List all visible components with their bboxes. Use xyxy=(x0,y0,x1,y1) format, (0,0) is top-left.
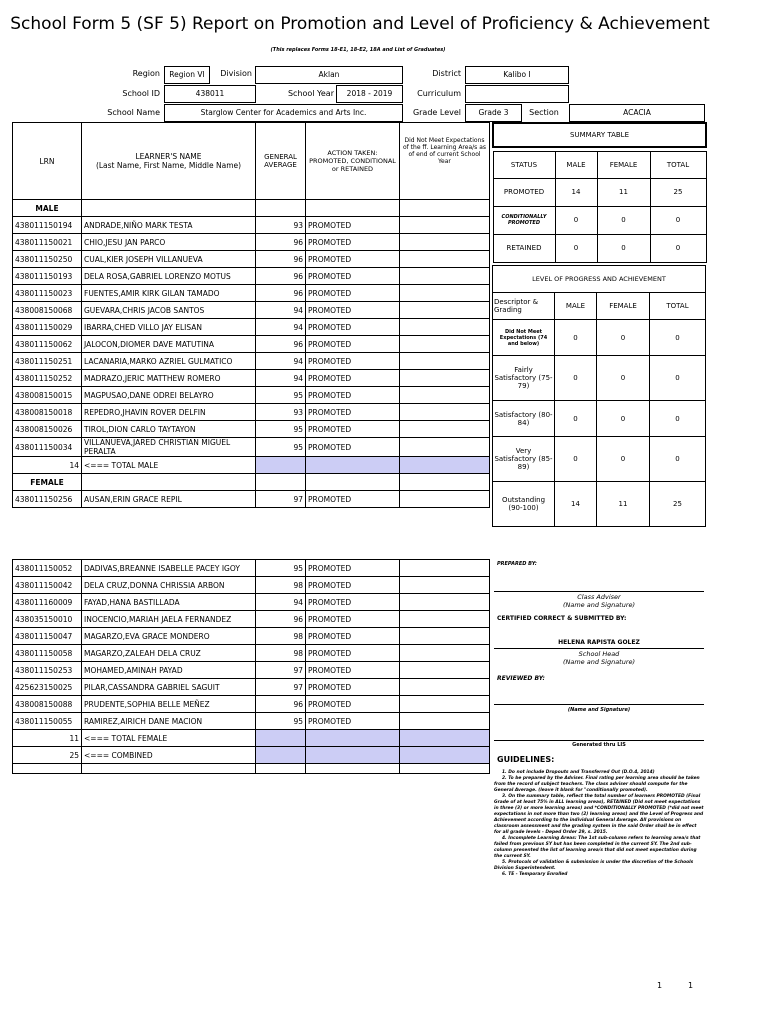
table-row xyxy=(13,319,490,336)
average-cell: 98 xyxy=(256,628,306,645)
grade-level-label: Grade Level xyxy=(412,108,461,117)
curriculum-label: Curriculum xyxy=(417,89,461,98)
lrn-cell: 438011150052 xyxy=(13,560,82,577)
name-cell: FUENTES,AMIR KIRK GILAN TAMADO xyxy=(82,285,256,302)
head-signature-line xyxy=(494,648,704,649)
descriptor-cell: Very Satisfactory (85-89) xyxy=(493,437,555,482)
guideline-item: 3. On the summary table, reflect the total number of learners PROMOTED (Final Grade of at least 75% in ALL learning areas), RETAINED (Did not meet expectations in three (3) or more learning areas) and *CONDITIONALLY PROMOTED (*did not meet expectations in not more than two (2) learning areas) and the Level of Progress and Achievement according to the individual General Average. All provisions on classroom assessment and the grading system in the said Order shall be in effect for all grade levels - Deped Order 29, s. 2015. xyxy=(494,794,704,835)
lrn-cell: 438008150088 xyxy=(13,696,82,713)
action-cell: PROMOTED xyxy=(306,577,400,594)
total-count: 0 xyxy=(650,234,706,262)
combined-count: 25 xyxy=(13,747,82,764)
average-cell: 95 xyxy=(256,713,306,730)
progress-table xyxy=(492,265,706,527)
action-cell: PROMOTED xyxy=(306,594,400,611)
total-count: 0 xyxy=(650,320,706,356)
table-row xyxy=(13,353,490,370)
progress-title: LEVEL OF PROGRESS AND ACHIEVEMENT xyxy=(493,266,706,293)
summary-table xyxy=(492,122,707,263)
dnm-cell xyxy=(400,217,490,234)
name-cell: AUSAN,ERIN GRACE REPIL xyxy=(82,491,256,508)
name-cell: MAGPUSAO,DANE ODREI BELAYRO xyxy=(82,387,256,404)
summary-header: MALE xyxy=(555,151,597,178)
page-title: School Form 5 (SF 5) Report on Promotion and Level of Proficiency & Achievement xyxy=(10,14,710,34)
average-cell: 94 xyxy=(256,594,306,611)
dnm-cell xyxy=(400,679,490,696)
dnm-cell xyxy=(400,713,490,730)
section-field: ACACIA xyxy=(569,104,705,122)
lrn-cell: 438011150047 xyxy=(13,628,82,645)
guideline-item: 2. To be prepared by the Adviser. Final rating per learning area should be taken from the record of subject teachers. The class adviser should compute for the General Average. (leave it blank for "conditionally promoted). xyxy=(494,776,700,793)
total-count: 25 xyxy=(650,178,706,206)
table-row xyxy=(13,268,490,285)
shaded-cell xyxy=(306,457,400,474)
name-cell: TIROL,DION CARLO TAYTAYON xyxy=(82,421,256,438)
table-row xyxy=(13,560,490,577)
lrn-cell: 438011150251 xyxy=(13,353,82,370)
table-row xyxy=(13,421,490,438)
average-cell: 94 xyxy=(256,302,306,319)
average-cell: 98 xyxy=(256,645,306,662)
combined-label: <=== COMBINED xyxy=(82,747,256,764)
table-row xyxy=(13,251,490,268)
table-row xyxy=(13,302,490,319)
table-row xyxy=(13,645,490,662)
total-count: 0 xyxy=(650,401,706,437)
action-cell: PROMOTED xyxy=(306,217,400,234)
dnm-cell xyxy=(400,268,490,285)
dnm-cell xyxy=(400,491,490,508)
total-female-count: 11 xyxy=(13,730,82,747)
action-cell: PROMOTED xyxy=(306,713,400,730)
table-row xyxy=(13,285,490,302)
progress-header-row xyxy=(493,293,706,320)
name-cell: PRUDENTE,SOPHIA BELLE MEÑEZ xyxy=(82,696,256,713)
table-row xyxy=(13,217,490,234)
dnm-cell xyxy=(400,611,490,628)
district-label: District xyxy=(432,69,461,78)
female-label-row xyxy=(13,474,490,491)
lrn-cell: 438011150058 xyxy=(13,645,82,662)
average-cell: 95 xyxy=(256,421,306,438)
adviser-name-signature-label: (Name and Signature) xyxy=(562,601,636,609)
action-cell: PROMOTED xyxy=(306,628,400,645)
dnm-cell xyxy=(400,319,490,336)
shaded-cell xyxy=(256,457,306,474)
table-row xyxy=(13,370,490,387)
blank-cell xyxy=(256,474,306,491)
dnm-cell xyxy=(400,438,490,457)
male-count: 0 xyxy=(555,437,597,482)
name-cell: LACANARIA,MARKO AZRIEL GULMATICO xyxy=(82,353,256,370)
progress-row xyxy=(493,356,706,401)
lrn-cell: 438011150021 xyxy=(13,234,82,251)
progress-row xyxy=(493,401,706,437)
col-lrn: LRN xyxy=(13,123,82,200)
male-count: 14 xyxy=(555,482,597,527)
blank-cell xyxy=(82,764,256,774)
action-cell: PROMOTED xyxy=(306,268,400,285)
descriptor-cell: Satisfactory (80-84) xyxy=(493,401,555,437)
col-dnm: Did Not Meet Expectations of the ff. Learning Area/s as of end of current School Year xyxy=(400,123,490,200)
name-cell: DELA CRUZ,DONNA CHRISSIA ARBON xyxy=(82,577,256,594)
descriptor-cell: Outstanding (90-100) xyxy=(493,482,555,527)
lrn-cell: 438011150194 xyxy=(13,217,82,234)
name-cell: DELA ROSA,GABRIEL LORENZO MOTUS xyxy=(82,268,256,285)
progress-header: MALE xyxy=(555,293,597,320)
division-label: Division xyxy=(220,69,252,78)
summary-header: FEMALE xyxy=(597,151,650,178)
action-cell: PROMOTED xyxy=(306,438,400,457)
adviser-signature-line xyxy=(494,591,704,592)
female-count: 0 xyxy=(597,401,650,437)
average-cell: 95 xyxy=(256,387,306,404)
status-cell: PROMOTED xyxy=(493,178,555,206)
female-count: 0 xyxy=(597,437,650,482)
blank-cell xyxy=(400,764,490,774)
table-row xyxy=(13,628,490,645)
progress-header: Descriptor & Grading xyxy=(493,293,555,320)
action-cell: PROMOTED xyxy=(306,302,400,319)
dnm-cell xyxy=(400,628,490,645)
male-count: 0 xyxy=(555,401,597,437)
action-cell: PROMOTED xyxy=(306,370,400,387)
lrn-cell: 438011150034 xyxy=(13,438,82,457)
shaded-cell xyxy=(400,747,490,764)
status-cell: RETAINED xyxy=(493,234,555,262)
progress-header: FEMALE xyxy=(597,293,650,320)
average-cell: 94 xyxy=(256,370,306,387)
school-year-field: 2018 - 2019 xyxy=(336,85,403,103)
school-id-label: School ID xyxy=(122,89,160,98)
summary-row xyxy=(493,178,706,206)
dnm-cell xyxy=(400,594,490,611)
summary-row xyxy=(493,234,706,262)
blank-cell xyxy=(400,474,490,491)
dnm-cell xyxy=(400,387,490,404)
lrn-cell: 438008150018 xyxy=(13,404,82,421)
region-label: Region xyxy=(132,69,160,78)
blank-cell xyxy=(256,200,306,217)
action-cell: PROMOTED xyxy=(306,662,400,679)
average-cell: 96 xyxy=(256,268,306,285)
male-count: 0 xyxy=(555,206,597,234)
action-cell: PROMOTED xyxy=(306,251,400,268)
lrn-cell: 438011150055 xyxy=(13,713,82,730)
summary-header: STATUS xyxy=(493,151,555,178)
shaded-cell xyxy=(256,747,306,764)
dnm-cell xyxy=(400,234,490,251)
page-total: 1 xyxy=(688,981,694,990)
summary-row xyxy=(493,206,706,234)
curriculum-field xyxy=(465,85,569,103)
action-cell: PROMOTED xyxy=(306,679,400,696)
total-female-row xyxy=(13,730,490,747)
certified-label: CERTIFIED CORRECT & SUBMITTED BY: xyxy=(497,615,627,622)
dnm-cell xyxy=(400,302,490,319)
action-cell: PROMOTED xyxy=(306,353,400,370)
blank-cell xyxy=(256,764,306,774)
lrn-cell: 425623150025 xyxy=(13,679,82,696)
male-count: 0 xyxy=(555,356,597,401)
progress-row xyxy=(493,437,706,482)
blank-cell xyxy=(82,200,256,217)
table-row xyxy=(13,387,490,404)
table-row xyxy=(13,577,490,594)
name-cell: REPEDRO,JHAVIN ROVER DELFIN xyxy=(82,404,256,421)
guideline-item: 4. Incomplete Learning Areas: The 1st sub-column refers to learning area/s that failed from previous SY but has been completed in the current SY. The 2nd sub-column presented the list of learning area/s that did not meet expectation during the current SY. xyxy=(494,836,701,859)
average-cell: 96 xyxy=(256,251,306,268)
blank-cell xyxy=(306,200,400,217)
female-label: FEMALE xyxy=(13,474,82,491)
dnm-cell xyxy=(400,353,490,370)
summary-header: TOTAL xyxy=(650,151,706,178)
average-cell: 96 xyxy=(256,285,306,302)
blank-cell xyxy=(306,764,400,774)
action-cell: PROMOTED xyxy=(306,336,400,353)
average-cell: 97 xyxy=(256,679,306,696)
total-count: 25 xyxy=(650,482,706,527)
table-row xyxy=(13,438,490,457)
summary-title: SUMMARY TABLE xyxy=(493,123,706,147)
prepared-by-label: PREPARED BY: xyxy=(497,561,537,567)
grade-level-field: Grade 3 xyxy=(465,104,522,122)
average-cell: 94 xyxy=(256,319,306,336)
female-count: 0 xyxy=(597,320,650,356)
dnm-cell xyxy=(400,421,490,438)
section-label: Section xyxy=(529,108,559,117)
school-name-label: School Name xyxy=(107,108,160,117)
guidelines-title: GUIDELINES: xyxy=(497,755,555,764)
name-cell: MAGARZO,ZALEAH DELA CRUZ xyxy=(82,645,256,662)
school-name-field: Starglow Center for Academics and Arts Inc. xyxy=(164,104,403,122)
progress-header: TOTAL xyxy=(650,293,706,320)
male-count: 14 xyxy=(555,178,597,206)
district-field: Kalibo I xyxy=(465,66,569,84)
table-row xyxy=(13,234,490,251)
guidelines-list xyxy=(494,770,704,878)
col-average: GENERAL AVERAGE xyxy=(256,123,306,200)
dnm-cell xyxy=(400,404,490,421)
lrn-cell: 438011150256 xyxy=(13,491,82,508)
total-male-row xyxy=(13,457,490,474)
guideline-item: 6. TE - Temporary Enrolled xyxy=(502,872,568,877)
female-count: 0 xyxy=(597,234,650,262)
action-cell: PROMOTED xyxy=(306,421,400,438)
action-cell: PROMOTED xyxy=(306,696,400,713)
action-cell: PROMOTED xyxy=(306,285,400,302)
descriptor-cell: Fairly Satisfactory (75-79) xyxy=(493,356,555,401)
table-row xyxy=(13,491,490,508)
head-name-signature-label: (Name and Signature) xyxy=(562,658,636,666)
lrn-cell: 438008150068 xyxy=(13,302,82,319)
name-cell: MAGARZO,EVA GRACE MONDERO xyxy=(82,628,256,645)
class-adviser-label: Class Adviser xyxy=(577,593,621,601)
name-cell: INOCENCIO,MARIAH JAELA FERNANDEZ xyxy=(82,611,256,628)
lrn-cell: 438008150026 xyxy=(13,421,82,438)
average-cell: 98 xyxy=(256,577,306,594)
lrn-cell: 438011150252 xyxy=(13,370,82,387)
dnm-cell xyxy=(400,336,490,353)
shaded-cell xyxy=(306,747,400,764)
action-cell: PROMOTED xyxy=(306,234,400,251)
total-count: 0 xyxy=(650,356,706,401)
learners-table xyxy=(12,122,490,508)
school-year-label: School Year xyxy=(287,89,334,98)
dnm-cell xyxy=(400,662,490,679)
blank-row xyxy=(13,764,490,774)
name-cell: RAMIREZ,AIRICH DANE MACION xyxy=(82,713,256,730)
reviewer-name-signature-label: (Name and Signature) xyxy=(567,707,631,713)
name-cell: FAYAD,HANA BASTILLADA xyxy=(82,594,256,611)
name-cell: DADIVAS,BREANNE ISABELLE PACEY IGOY xyxy=(82,560,256,577)
reviewer-signature-line xyxy=(494,704,704,705)
lrn-cell: 438011150250 xyxy=(13,251,82,268)
dnm-cell xyxy=(400,577,490,594)
total-female-label: <=== TOTAL FEMALE xyxy=(82,730,256,747)
col-action: ACTION TAKEN: PROMOTED, CONDITIONAL or RETAINED xyxy=(306,123,400,200)
action-cell: PROMOTED xyxy=(306,611,400,628)
blank-cell xyxy=(306,474,400,491)
male-label-row xyxy=(13,200,490,217)
lrn-cell: 438011150193 xyxy=(13,268,82,285)
name-cell: JALOCON,DIOMER DAVE MATUTINA xyxy=(82,336,256,353)
name-cell: GUEVARA,CHRIS JACOB SANTOS xyxy=(82,302,256,319)
descriptor-cell: Did Not Meet Expectations (74 and below) xyxy=(493,320,555,356)
action-cell: PROMOTED xyxy=(306,560,400,577)
shaded-cell xyxy=(400,457,490,474)
total-count: 0 xyxy=(650,206,706,234)
progress-row xyxy=(493,320,706,356)
region-field: Region VI xyxy=(164,66,210,84)
page-number: 1 xyxy=(657,981,663,990)
school-id-field: 438011 xyxy=(164,85,256,103)
name-cell: VILLANUEVA,JARED CHRISTIAN MIGUEL PERALTA xyxy=(82,438,256,457)
status-cell: CONDITIONALLY PROMOTED xyxy=(493,206,555,234)
dnm-cell xyxy=(400,285,490,302)
blank-cell xyxy=(400,200,490,217)
female-count: 0 xyxy=(597,356,650,401)
table-row xyxy=(13,404,490,421)
dnm-cell xyxy=(400,696,490,713)
name-cell: CUAL,KIER JOSEPH VILLANUEVA xyxy=(82,251,256,268)
generated-line xyxy=(494,740,704,741)
lrn-cell: 438011150023 xyxy=(13,285,82,302)
action-cell: PROMOTED xyxy=(306,645,400,662)
table-row xyxy=(13,594,490,611)
learners-table-continued xyxy=(12,559,490,774)
progress-row xyxy=(493,482,706,527)
action-cell: PROMOTED xyxy=(306,387,400,404)
school-head-name: HELENA RAPISTA GOLEZ xyxy=(558,639,640,646)
female-count: 11 xyxy=(597,482,650,527)
name-cell: CHIO,JESU JAN PARCO xyxy=(82,234,256,251)
lrn-cell: 438011150029 xyxy=(13,319,82,336)
progress-title-row xyxy=(493,266,706,293)
average-cell: 95 xyxy=(256,560,306,577)
name-cell: PILAR,CASSANDRA GABRIEL SAGUIT xyxy=(82,679,256,696)
name-cell: IBARRA,CHED VILLO JAY ELISAN xyxy=(82,319,256,336)
lrn-cell: 438011160009 xyxy=(13,594,82,611)
average-cell: 96 xyxy=(256,336,306,353)
action-cell: PROMOTED xyxy=(306,404,400,421)
summary-title-row xyxy=(493,123,706,147)
table-row xyxy=(13,336,490,353)
average-cell: 96 xyxy=(256,696,306,713)
dnm-cell xyxy=(400,370,490,387)
lrn-cell: 438011150062 xyxy=(13,336,82,353)
male-count: 0 xyxy=(555,234,597,262)
dnm-cell xyxy=(400,251,490,268)
generated-thru-lis: Generated thru LIS xyxy=(572,742,626,748)
guideline-item: 5. Protocols of validation & submission is under the discretion of the Schools Division Superintendent. xyxy=(494,860,694,871)
average-cell: 97 xyxy=(256,662,306,679)
average-cell: 96 xyxy=(256,234,306,251)
shaded-cell xyxy=(306,730,400,747)
table-row xyxy=(13,679,490,696)
name-cell: MOHAMED,AMINAH PAYAD xyxy=(82,662,256,679)
female-count: 0 xyxy=(597,206,650,234)
male-count: 0 xyxy=(555,320,597,356)
dnm-cell xyxy=(400,560,490,577)
action-cell: PROMOTED xyxy=(306,491,400,508)
shaded-cell xyxy=(256,730,306,747)
guideline-item: 1. Do not include Dropouts and Transferred Out (D.O.4, 2014) xyxy=(502,770,655,775)
lrn-cell: 438035150010 xyxy=(13,611,82,628)
table-row xyxy=(13,611,490,628)
lrn-cell: 438008150015 xyxy=(13,387,82,404)
male-label: MALE xyxy=(13,200,82,217)
average-cell: 96 xyxy=(256,611,306,628)
name-cell: ANDRADE,NIÑO MARK TESTA xyxy=(82,217,256,234)
total-male-count: 14 xyxy=(13,457,82,474)
average-cell: 93 xyxy=(256,404,306,421)
female-count: 11 xyxy=(597,178,650,206)
shaded-cell xyxy=(400,730,490,747)
page-subtitle: (This replaces Forms 18-E1, 18-E2, 18A and List of Graduates) xyxy=(270,47,446,53)
blank-cell xyxy=(82,474,256,491)
reviewed-by-label: REVIEWED BY: xyxy=(497,675,545,682)
total-male-label: <=== TOTAL MALE xyxy=(82,457,256,474)
combined-row xyxy=(13,747,490,764)
dnm-cell xyxy=(400,645,490,662)
school-head-label: School Head xyxy=(578,650,620,658)
table-row xyxy=(13,713,490,730)
average-cell: 94 xyxy=(256,353,306,370)
lrn-cell: 438011150253 xyxy=(13,662,82,679)
table-row xyxy=(13,696,490,713)
division-field: Aklan xyxy=(255,66,403,84)
summary-header-row xyxy=(493,151,706,178)
average-cell: 93 xyxy=(256,217,306,234)
table-row xyxy=(13,662,490,679)
average-cell: 97 xyxy=(256,491,306,508)
lrn-cell: 438011150042 xyxy=(13,577,82,594)
total-count: 0 xyxy=(650,437,706,482)
name-cell: MADRAZO,JERIC MATTHEW ROMERO xyxy=(82,370,256,387)
action-cell: PROMOTED xyxy=(306,319,400,336)
col-name: LEARNER'S NAME (Last Name, First Name, Middle Name) xyxy=(82,123,256,200)
average-cell: 95 xyxy=(256,438,306,457)
blank-cell xyxy=(13,764,82,774)
